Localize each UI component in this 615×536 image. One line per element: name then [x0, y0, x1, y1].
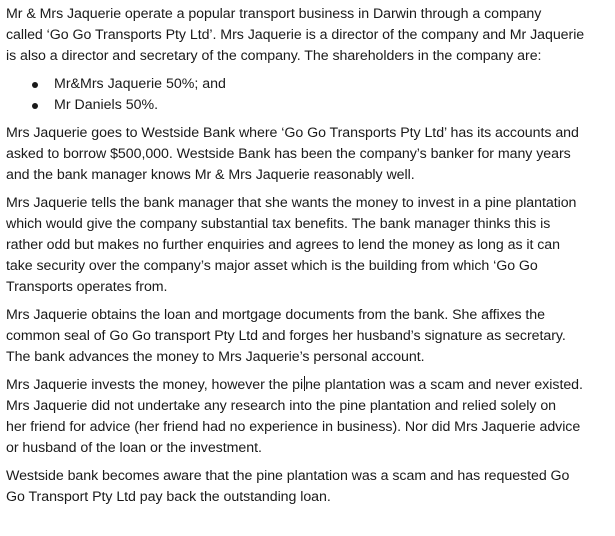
list-item [6, 95, 611, 116]
list-item [6, 74, 611, 95]
paragraph-repayment: Westside bank becomes aware that the pine plantation was a scam and has requested Go Go Transport Pty Ltd pay back the outstanding loan. [6, 468, 570, 505]
paragraph-bank-request: Mrs Jaquerie goes to Westside Bank where ‘Go Go Transports Pty Ltd’ has its accounts and asked to borrow $500,000. Westside Bank has been the company’s banker for many years and the bank manager knows Mr & Mrs Jaquerie reasonably well. [6, 125, 579, 183]
paragraph-intro: Mr & Mrs Jaquerie operate a popular transport business in Darwin through a company called ‘Go Go Transports Pty Ltd’. Mrs Jaquerie is a director of the company and Mr Jaquerie is also a director and secretary of the company. The shareholders in the company are: [6, 6, 585, 64]
paragraph-loan-documents: Mrs Jaquerie obtains the loan and mortgage documents from the bank. She affixes the common seal of Go Go transport Pty Ltd and forges her husband’s signature as secretary. The bank advances the money to Mrs Jaquerie’s personal account. [6, 307, 566, 365]
shareholder-list [6, 74, 611, 116]
paragraph-investment-start: Mrs Jaquerie invests the money, however the pi [6, 377, 304, 393]
list-item-text: Mr Daniels 50%. [54, 97, 159, 113]
list-item-text: Mr&Mrs Jaquerie 50%; and [54, 76, 226, 92]
paragraph-pine-plantation: Mrs Jaquerie tells the bank manager that she wants the money to invest in a pine plantation which would give the company substantial tax benefits. The bank manager thinks this is rather odd but makes no further enquiries and agrees to lend the money as long as it can take security over the company’s major asset which is the building from which ‘Go Go Transports operates from. [6, 195, 577, 295]
bullet-icon [32, 82, 38, 88]
paragraph-investment [6, 375, 611, 459]
bullet-icon [32, 103, 38, 109]
paragraph-investment-end: ne plantation was a scam and never existed. Mrs Jaquerie did not undertake any research into the pine plantation and relied solely on her friend for advice (her friend had no experience in business). Nor did Mrs Jaquerie advice or husband of the loan or the investment. [6, 377, 583, 456]
